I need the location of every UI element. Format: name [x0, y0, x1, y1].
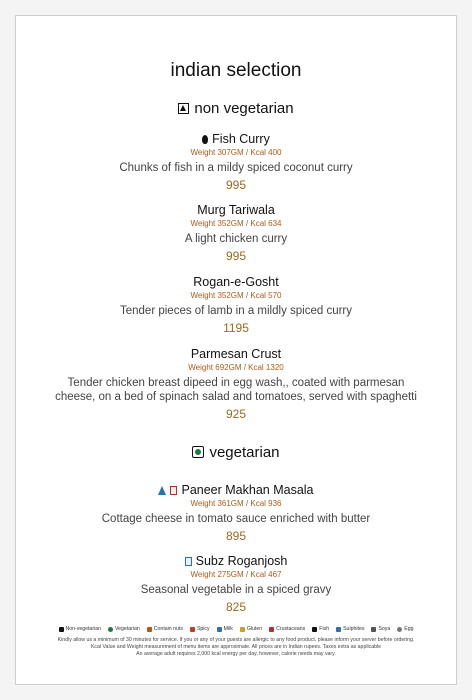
item-price: 1195 — [223, 321, 249, 335]
section-non-vegetarian — [16, 100, 456, 117]
item-name-row — [16, 554, 456, 569]
legend-label: Non-vegetarian — [65, 626, 101, 632]
legend-label: Gluten — [246, 626, 263, 632]
allergen-legend — [16, 626, 456, 632]
legend-label: Contain nuts — [153, 626, 183, 632]
vegetarian-icon — [192, 446, 204, 458]
item-description: Cottage cheese in tomato sauce enriched with butter — [101, 513, 371, 525]
legend-item — [190, 626, 210, 632]
item-description: Chunks of fish in a mildy spiced coconut curry — [119, 162, 353, 174]
footer-note-line: An average adult requires 2,000 kcal energy per day, however, calorie needs may vary. — [136, 651, 336, 657]
legend-item — [336, 626, 364, 632]
section-vegetarian — [16, 444, 456, 461]
legend-label: Milk — [223, 626, 233, 632]
milk-icon — [170, 486, 177, 495]
item-meta: Weight 352GM / Kcal 570 — [190, 291, 282, 300]
footer-note-line: Kcal Value and Weight measurement of menu items are approximate. All prices are in Indian rupees. Taxes extra as applicable — [90, 644, 382, 650]
legend-item — [240, 626, 262, 632]
item-description: A light chicken curry — [184, 233, 288, 245]
menu-item-murg-tariwala — [16, 203, 456, 264]
section-label: vegetarian — [209, 444, 280, 461]
menu-item-subz-roganjosh — [16, 554, 456, 615]
legend-item — [312, 626, 329, 632]
legend-item — [217, 626, 233, 632]
legend-item — [371, 626, 390, 632]
item-name-row — [16, 483, 456, 498]
item-meta: Weight 275GM / Kcal 467 — [190, 570, 282, 579]
legend-label: Crustaceans — [276, 626, 306, 632]
menu-item-paneer-makhan-masala — [16, 483, 456, 544]
item-name: Fish Curry — [212, 132, 270, 146]
fish-icon — [312, 627, 317, 632]
legend-label: Vegetarian — [114, 626, 140, 632]
legend-label: Soya — [378, 626, 391, 632]
footer-note-line: Kindly allow us a minimum of 30 minutes for service. If you or any of your guests are allergic to any food product, please inform your server before ordering. — [57, 637, 415, 643]
menu-item-rogan-e-gosht — [16, 275, 456, 336]
item-description-line: Tender chicken breast dipeed in egg wash,, coated with parmesan — [67, 377, 405, 389]
egg-icon — [397, 627, 402, 632]
legend-label: Spicy — [196, 626, 210, 632]
item-meta: Weight 352GM / Kcal 634 — [190, 219, 282, 228]
fish-icon — [202, 135, 208, 144]
legend-item — [269, 626, 305, 632]
nuts-icon — [147, 627, 152, 632]
item-name: Murg Tariwala — [197, 203, 275, 217]
legend-item — [147, 626, 183, 632]
item-name-row — [16, 132, 456, 147]
legend-item — [108, 626, 140, 632]
item-description-line: cheese, on a bed of spinach salad and tomatoes, served with spaghetti — [55, 391, 417, 403]
item-price: 995 — [225, 178, 247, 192]
item-description: Tender pieces of lamb in a mildly spiced curry — [119, 305, 353, 317]
sulphites-icon — [158, 486, 166, 495]
legend-item — [397, 626, 413, 632]
item-meta: Weight 361GM / Kcal 936 — [190, 499, 282, 508]
milk-icon — [217, 627, 222, 632]
item-meta: Weight 307GM / Kcal 400 — [190, 148, 282, 157]
section-label: non vegetarian — [194, 100, 294, 117]
menu-item-parmesan-crust — [16, 347, 456, 422]
menu-item-fish-curry — [16, 132, 456, 193]
item-name: Rogan-e-Gosht — [193, 275, 279, 289]
legend-label: Fish — [319, 626, 330, 632]
chili-icon — [190, 627, 195, 632]
item-price: 925 — [225, 407, 247, 421]
legend-item — [59, 626, 101, 632]
item-name: Subz Roganjosh — [195, 554, 288, 568]
sulphites-icon — [336, 627, 341, 632]
item-name: Parmesan Crust — [190, 347, 282, 361]
veg-icon — [108, 627, 113, 632]
item-description: Seasonal vegetable in a spiced gravy — [140, 584, 332, 596]
legend-label: Egg — [404, 626, 414, 632]
item-meta: Weight 692GM / Kcal 1320 — [188, 363, 284, 372]
footer-notes — [26, 637, 446, 658]
crustacean-icon — [269, 627, 274, 632]
item-price: 825 — [225, 600, 247, 614]
milk-icon — [185, 557, 192, 566]
item-price: 895 — [225, 529, 247, 543]
gluten-icon — [240, 627, 245, 632]
soya-icon — [371, 627, 376, 632]
item-name: Paneer Makhan Masala — [181, 483, 314, 497]
menu-page — [15, 15, 457, 685]
item-description — [16, 376, 456, 404]
nonveg-icon — [59, 627, 64, 632]
menu-title: indian selection — [170, 60, 302, 81]
non-vegetarian-icon — [178, 103, 189, 114]
item-price: 995 — [225, 249, 247, 263]
legend-label: Sulphites — [343, 626, 365, 632]
